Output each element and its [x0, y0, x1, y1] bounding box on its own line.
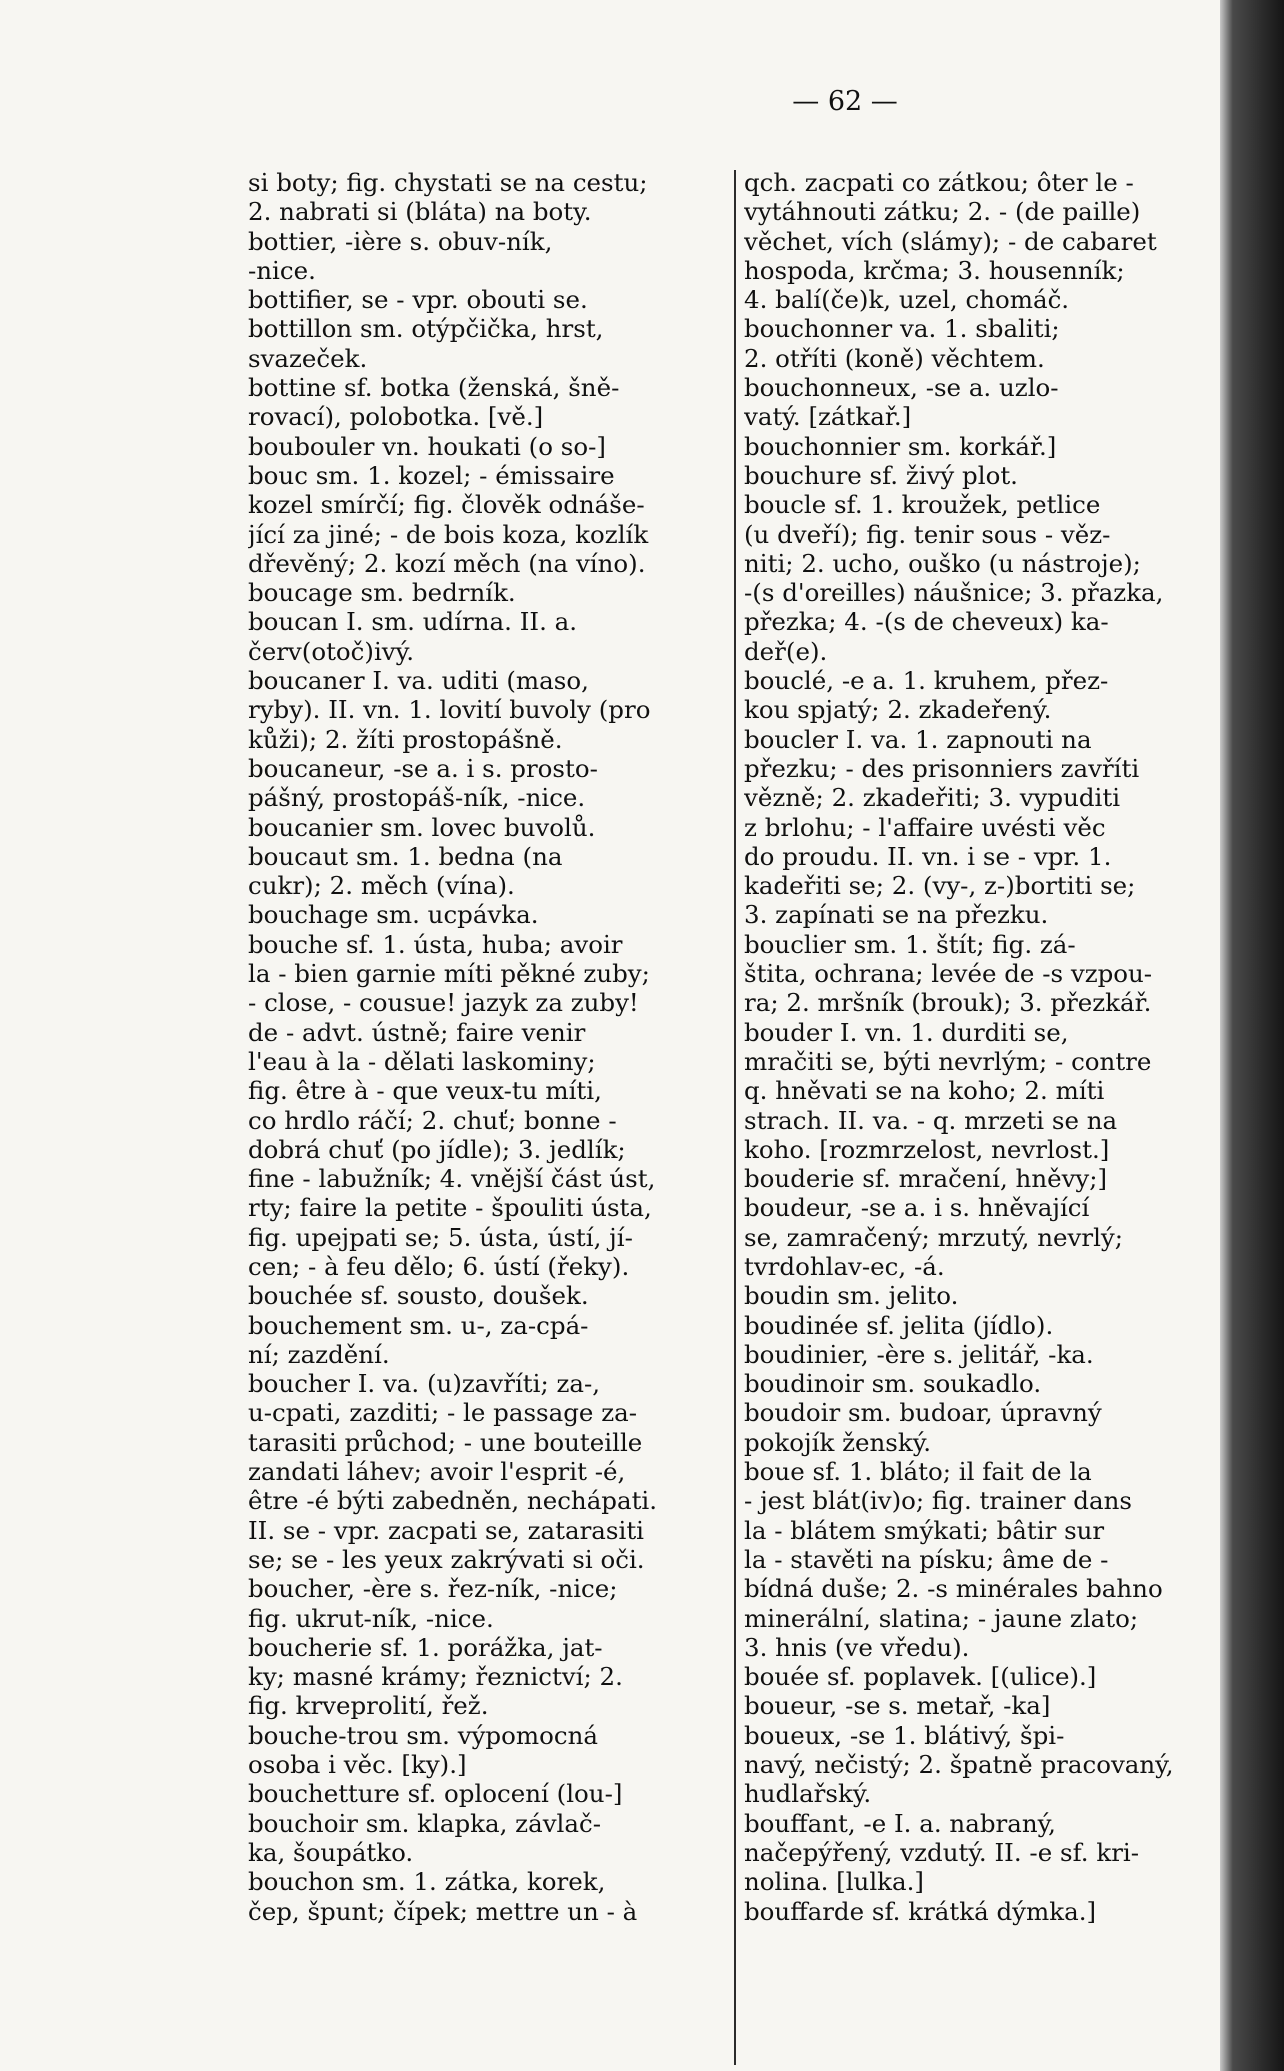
dictionary-line: přezka; 4. -(s de cheveux) ka-	[744, 607, 1109, 637]
dictionary-line: 2. otříti (koně) věchtem.	[744, 343, 1045, 373]
dictionary-line: bouchage sm. ucpávka.	[248, 900, 539, 930]
dictionary-line: vytáhnouti zátku; 2. - (de paille)	[744, 197, 1141, 227]
dictionary-line: přezku; - des prisonniers zavříti	[744, 753, 1140, 783]
dictionary-line: de - advt. ústně; faire venir	[248, 1017, 586, 1047]
dictionary-line: la - blátem smýkati; bâtir sur	[744, 1515, 1105, 1545]
dictionary-line: bouderie sf. mračení, hněvy;]	[744, 1164, 1108, 1194]
dictionary-line: věchet, vích (slámy); - de cabaret	[744, 226, 1157, 256]
dictionary-line: ka, šoupátko.	[248, 1837, 414, 1867]
dictionary-line: boueux, -se 1. blátivý, špi-	[744, 1720, 1065, 1750]
dictionary-line: bouchonnier sm. korkář.]	[744, 431, 1057, 461]
dictionary-line: pokojík ženský.	[744, 1427, 932, 1457]
dictionary-line: la - stavěti na písku; âme de -	[744, 1544, 1109, 1574]
dictionary-line: bouchon sm. 1. zátka, korek,	[248, 1867, 606, 1897]
dictionary-line: ryby). II. vn. 1. lovití buvoly (pro	[248, 695, 651, 725]
dictionary-line: boubouler vn. houkati (o so-]	[248, 431, 606, 461]
dictionary-line: cen; - à feu dělo; 6. ústí (řeky).	[248, 1251, 630, 1281]
dictionary-line: minerální, slatina; - jaune zlato;	[744, 1603, 1139, 1633]
dictionary-line: tvrdohlav-ec, -á.	[744, 1251, 945, 1281]
dictionary-line: červ(otoč)ivý.	[248, 636, 415, 666]
dictionary-line: ky; masné krámy; řeznictví; 2.	[248, 1662, 623, 1692]
dictionary-line: - jest blát(iv)o; fig. trainer dans	[744, 1486, 1132, 1516]
dictionary-line: (u dveří); fig. tenir sous - věz-	[744, 519, 1111, 549]
dictionary-line: pášný, prostopáš-ník, -nice.	[248, 783, 586, 813]
dictionary-line: čep, špunt; čípek; mettre un - à	[248, 1896, 638, 1926]
dictionary-line: boucage sm. bedrník.	[248, 578, 516, 608]
dictionary-line: bouffarde sf. krátká dýmka.]	[744, 1896, 1097, 1926]
dictionary-line: koho. [rozmrzelost, nevrlost.]	[744, 1134, 1110, 1164]
dictionary-line: boucherie sf. 1. porážka, jat-	[248, 1632, 603, 1662]
dictionary-line: bouchetture sf. oplocení (lou-]	[248, 1779, 623, 1809]
dictionary-line: mračiti se, býti nevrlým; - contre	[744, 1046, 1152, 1076]
dictionary-line: vatý. [zátkař.]	[744, 402, 912, 432]
dictionary-line: bouclier sm. 1. štít; fig. zá-	[744, 929, 1076, 959]
dictionary-line: ra; 2. mršník (brouk); 3. přezkář.	[744, 988, 1152, 1018]
dictionary-line: si boty; fig. chystati se na cestu;	[248, 168, 648, 197]
dictionary-line: bouc sm. 1. kozel; - émissaire	[248, 460, 615, 490]
dictionary-line: cukr); 2. měch (vína).	[248, 871, 515, 901]
dictionary-line: 4. balí(če)k, uzel, chomáč.	[744, 285, 1070, 315]
dictionary-line: jící za jiné; - de bois koza, kozlík	[248, 519, 649, 549]
dictionary-line: svazeček.	[248, 343, 368, 373]
dictionary-line: vězně; 2. zkadeřiti; 3. vypuditi	[744, 783, 1121, 813]
dictionary-line: bottine sf. botka (ženská, šně-	[248, 373, 620, 403]
dictionary-line: bídná duše; 2. -s minérales bahno	[744, 1574, 1163, 1604]
dictionary-line: tarasiti průchod; - une bouteille	[248, 1427, 643, 1457]
dictionary-line: la - bien garnie míti pěkné zuby;	[248, 959, 650, 989]
dictionary-line: ní; zazdění.	[248, 1339, 390, 1369]
dictionary-line: se; se - les yeux zakrývati si oči.	[248, 1544, 645, 1574]
left-column	[248, 168, 725, 1926]
dictionary-line: -nice.	[248, 255, 316, 285]
dictionary-line: q. hněvati se na koho; 2. míti	[744, 1076, 1105, 1106]
dictionary-line: navý, nečistý; 2. špatně pracovaný,	[744, 1750, 1174, 1780]
dictionary-line: boudinier, -ère s. jelitář, -ka.	[744, 1339, 1094, 1369]
dictionary-line: boudeur, -se a. i s. hněvající	[744, 1193, 1090, 1223]
dictionary-line: bouclé, -e a. 1. kruhem, přez-	[744, 666, 1109, 696]
dictionary-line: bouche-trou sm. výpomocná	[248, 1720, 598, 1750]
dictionary-line: boudinoir sm. soukadlo.	[744, 1369, 1042, 1399]
dictionary-line: boucher, -ère s. řez-ník, -nice;	[248, 1574, 618, 1604]
dictionary-line: l'eau à la - dělati laskominy;	[248, 1046, 596, 1076]
dictionary-line: bouchoir sm. klapka, závlač-	[248, 1808, 601, 1838]
dictionary-line: zandati láhev; avoir l'esprit -é,	[248, 1457, 626, 1487]
dictionary-line: boucler I. va. 1. zapnouti na	[744, 724, 1092, 754]
dictionary-line: kadeřiti se; 2. (vy-, z-)bortiti se;	[744, 871, 1136, 901]
column-divider	[734, 170, 736, 2065]
dictionary-line: načepýřený, vzdutý. II. -e sf. kri-	[744, 1837, 1140, 1867]
dictionary-line: 2. nabrati si (bláta) na boty.	[248, 197, 592, 227]
dictionary-line: bouche sf. 1. ústa, huba; avoir	[248, 929, 623, 959]
dictionary-line: u-cpati, zazditi; - le passage za-	[248, 1398, 637, 1428]
right-column	[744, 168, 1218, 1926]
dictionary-line: bouchonner va. 1. sbaliti;	[744, 314, 1060, 344]
dictionary-line: osoba i věc. [ky).]	[248, 1750, 467, 1780]
dictionary-line: bouée sf. poplavek. [(ulice).]	[744, 1662, 1097, 1692]
dictionary-line: 3. zapínati se na přezku.	[744, 900, 1049, 930]
dictionary-line: boucle sf. 1. kroužek, petlice	[744, 490, 1101, 520]
dictionary-line: boucanier sm. lovec buvolů.	[248, 812, 596, 842]
dictionary-line: dobrá chuť (po jídle); 3. jedlík;	[248, 1134, 626, 1164]
dictionary-line: bottier, -ière s. obuv-ník,	[248, 226, 553, 256]
dictionary-line: fine - labužník; 4. vnější část úst,	[248, 1164, 656, 1194]
dictionary-line: bottifier, se - vpr. obouti se.	[248, 285, 588, 315]
dictionary-line: nolina. [lulka.]	[744, 1867, 924, 1897]
dictionary-line: rovací), polobotka. [vě.]	[248, 402, 544, 432]
dictionary-line: bouder I. vn. 1. durditi se,	[744, 1017, 1069, 1047]
dictionary-line: boueur, -se s. metař, -ka]	[744, 1691, 1051, 1721]
dictionary-line: bouffant, -e I. a. nabraný,	[744, 1808, 1056, 1838]
dictionary-line: boudoir sm. budoar, úpravný	[744, 1398, 1102, 1428]
dictionary-line: dřevěný; 2. kozí měch (na víno).	[248, 548, 646, 578]
dictionary-line: štita, ochrana; levée de -s vzpou-	[744, 959, 1153, 989]
dictionary-line: bouchure sf. živý plot.	[744, 460, 1018, 490]
page-number: — 62 —	[792, 86, 898, 117]
dictionary-line: kůži); 2. žíti prostopášně.	[248, 724, 563, 754]
dictionary-line: kou spjatý; 2. zkadeřený.	[744, 695, 1052, 725]
dictionary-line: fig. upejpati se; 5. ústa, ústí, jí-	[248, 1222, 633, 1252]
dictionary-line: boucaner I. va. uditi (maso,	[248, 666, 589, 696]
dictionary-line: boucher I. va. (u)zavříti; za-,	[248, 1369, 601, 1399]
dictionary-line: bouchement sm. u-, za-cpá-	[248, 1310, 589, 1340]
dictionary-line: être -é býti zabedněn, nechápati.	[248, 1486, 658, 1516]
dictionary-line: fig. krveprolití, řež.	[248, 1691, 489, 1721]
dictionary-line: se, zamračený; mrzutý, nevrlý;	[744, 1222, 1123, 1252]
dictionary-line: rty; faire la petite - špouliti ústa,	[248, 1193, 652, 1223]
dictionary-line: -(s d'oreilles) náušnice; 3. přazka,	[744, 578, 1164, 608]
dictionary-line: qch. zacpati co zátkou; ôter le -	[744, 168, 1134, 197]
dictionary-line: boucan I. sm. udírna. II. a.	[248, 607, 578, 637]
dictionary-line: boudinée sf. jelita (jídlo).	[744, 1310, 1054, 1340]
dictionary-line: boudin sm. jelito.	[744, 1281, 959, 1311]
dictionary-line: hospoda, krčma; 3. housenník;	[744, 255, 1125, 285]
dictionary-line: 3. hnis (ve vředu).	[744, 1632, 970, 1662]
dictionary-line: boue sf. 1. bláto; il fait de la	[744, 1457, 1092, 1487]
dictionary-line: deř(e).	[744, 636, 828, 666]
dictionary-line: bottillon sm. otýpčička, hrst,	[248, 314, 604, 344]
dictionary-line: II. se - vpr. zacpati se, zatarasiti	[248, 1515, 644, 1545]
dictionary-line: hudlařský.	[744, 1779, 872, 1809]
dictionary-line: boucaut sm. 1. bedna (na	[248, 841, 563, 871]
dictionary-line: strach. II. va. - q. mrzeti se na	[744, 1105, 1118, 1135]
dictionary-line: - close, - cousue! jazyk za zuby!	[248, 988, 639, 1018]
dictionary-line: do proudu. II. vn. i se - vpr. 1.	[744, 841, 1112, 871]
dictionary-line: niti; 2. ucho, ouško (u nástroje);	[744, 548, 1141, 578]
dictionary-line: boucaneur, -se a. i s. prosto-	[248, 753, 598, 783]
dictionary-line: bouchonneux, -se a. uzlo-	[744, 373, 1059, 403]
dictionary-line: bouchée sf. sousto, doušek.	[248, 1281, 589, 1311]
dictionary-line: fig. ukrut-ník, -nice.	[248, 1603, 494, 1633]
dictionary-line: fig. être à - que veux-tu míti,	[248, 1076, 602, 1106]
dictionary-line: co hrdlo ráčí; 2. chuť; bonne -	[248, 1105, 617, 1135]
scan-edge-shadow	[1220, 0, 1284, 2071]
dictionary-line: kozel smírčí; fig. člověk odnáše-	[248, 490, 645, 520]
dictionary-line: z brlohu; - l'affaire uvésti věc	[744, 812, 1106, 842]
